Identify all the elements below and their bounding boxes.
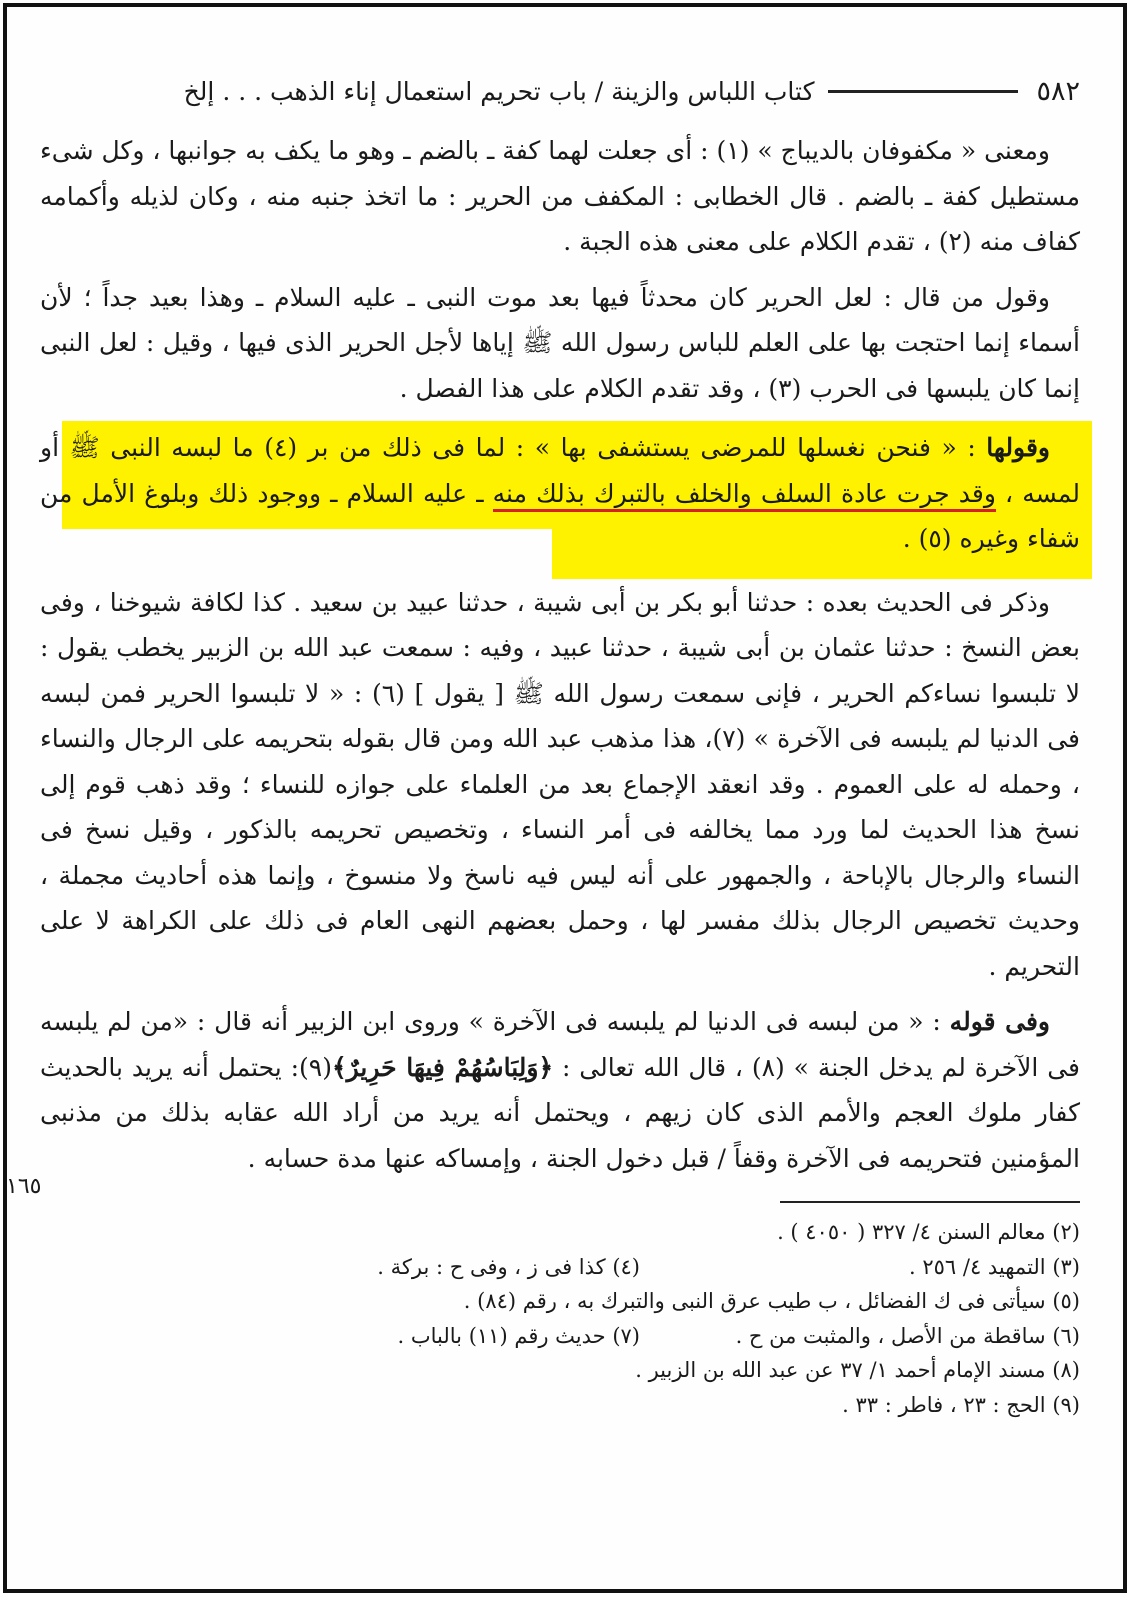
- highlighted-passage: [26, 421, 1092, 568]
- running-title: كتاب اللباس والزينة / باب تحريم استعمال إناء الذهب . . . إلخ: [183, 76, 815, 106]
- paragraph: وقول من قال : لعل الحرير كان محدثاً فيها بعد موت النبى ـ عليه السلام ـ وهذا بعيد جداً ؛ لأن أسماء إنما احتجت بها على العلم للباس رسول الله ﷺ إياها لأجل الحرير الذى فيها ، وقيل : لعل النبى إنما كان يلبسها فى الحرب (٣) ، وقد تقدم الكلام على هذا الفصل .: [40, 282, 1080, 403]
- underlined-phrase: وقد جرت عادة السلف والخلف بالتبرك بذلك منه: [493, 479, 996, 512]
- paragraph-text: (٩): يحتمل أنه يريد بالحديث كفار ملوك العجم والأمم الذى كان زيهم ، ويحتمل أنه يريد من أراد الله عقابه بذلك من مذنبى المؤمنين فتحريمه فى الآخرة وقفاً / قبل دخول الجنة ، وإمساكه عنها مدة حسابه .: [40, 1052, 1080, 1173]
- paragraph: وذكر فى الحديث بعده : حدثنا أبو بكر بن أبى شيبة ، حدثنا عبيد بن سعيد . كذا لكافة شيوخنا ، وفى بعض النسخ : حدثنا عثمان بن أبى شيبة ، حدثنا عبيد ، وفيه : سمعت عبد الله بن الزبير يخطب يقول : لا تلبسوا نساءكم الحرير ، فإنى سمعت رسول الله ﷺ [ يقول ] (٦) : « لا تلبسوا الحرير فمن لبسه فى الدنيا لم يلبسه فى الآخرة » (٧)، هذا مذهب عبد الله ومن قال بقوله بتحريمه على الرجال والنساء ، وحمله له على العموم . وقد انعقد الإجماع بعد من العلماء على جوازه للنساء ؛ وقد ذهب قوم إلى نسخ هذا الحديث لما ورد مما يخالفه فى أمر النساء ، وتخصيص تحريمه بالذكور ، وقيل نسخ فى النساء والرجال بالإباحة ، والجمهور على أنه ليس فيه ناسخ ولا منسوخ ، وإنما هذه أحاديث مجملة ، وحديث تخصيص الرجال بذلك مفسر لها ، وحمل بعضهم النهى العام فى ذلك على الكراهة لا على التحريم .: [40, 587, 1080, 981]
- footnote-pair: [40, 1250, 1080, 1285]
- paragraph-text: : « من لبسه فى الدنيا لم يلبسه فى الآخرة » وروى ابن الزبير أنه قال : «من لم يلبسه فى الآخرة لم يدخل الجنة » (٨) ، قال الله تعالى :: [40, 1007, 1080, 1082]
- lead-word: وقولها: [986, 433, 1050, 462]
- footnote: (٨) مسند الإمام أحمد ١/ ٣٧ عن عبد الله بن الزبير .: [635, 1358, 1080, 1382]
- footnote: (٧) حديث رقم (١١) بالباب .: [397, 1323, 640, 1348]
- page-number: ٥٨٢: [1036, 75, 1080, 107]
- footnote: (٤) كذا فى ز ، وفى ح : بركة .: [377, 1254, 640, 1279]
- footnote-pair: [40, 1319, 1080, 1354]
- book-page: [40, 70, 1080, 1422]
- main-text: [40, 128, 1080, 1181]
- footnote: (٢) معالم السنن ٤/ ٣٢٧ ( ٤٠٥٠ ) .: [777, 1220, 1080, 1244]
- running-header: [40, 70, 1080, 112]
- paragraph: [40, 425, 1080, 562]
- paragraph-text: : « فنحن نغسلها للمرضى يستشفى بها » : لما فى ذلك من بر (٤) ما لبسه النبى ﷺ أو لمسه ،: [40, 433, 1080, 508]
- footnote: (٦) ساقطة من الأصل ، والمثبت من ح .: [735, 1323, 1080, 1348]
- header-rule: [828, 90, 1018, 93]
- paragraph-text: ـ عليه السلام ـ ووجود ذلك وبلوغ الأمل من شفاء وغيره (٥) .: [40, 478, 1080, 553]
- footnote: (٣) التمهيد ٤/ ٢٥٦ .: [908, 1254, 1080, 1279]
- quran-verse: ﴿وَلِبَاسُهُمْ فِيهَا حَرِيرٌ﴾: [331, 1052, 554, 1082]
- footnote: (٩) الحج : ٢٣ ، فاطر : ٣٣ .: [842, 1392, 1080, 1417]
- lead-word: وفى قوله: [949, 1007, 1050, 1036]
- footnotes: [40, 1215, 1080, 1422]
- footnote-rule: [780, 1201, 1080, 1203]
- footnote: (٥) سيأتى فى ك الفضائل ، ب طيب عرق النبى والتبرك به ، رقم (٨٤) .: [463, 1289, 1080, 1313]
- margin-folio-number: ١٦٥: [6, 1174, 42, 1199]
- paragraph: ومعنى « مكفوفان بالديباج » (١) : أى جعلت لهما كفة ـ بالضم ـ وهو ما يكف به جوانبها ، وكل شىء مستطيل كفة ـ بالضم . قال الخطابى : المكفف من الحرير : ما اتخذ جنبه منه ، وكان لذيله وأكمامه كفاف منه (٢) ، تقدم الكلام على معنى هذه الجبة .: [40, 136, 1080, 256]
- paragraph: [40, 999, 1080, 1181]
